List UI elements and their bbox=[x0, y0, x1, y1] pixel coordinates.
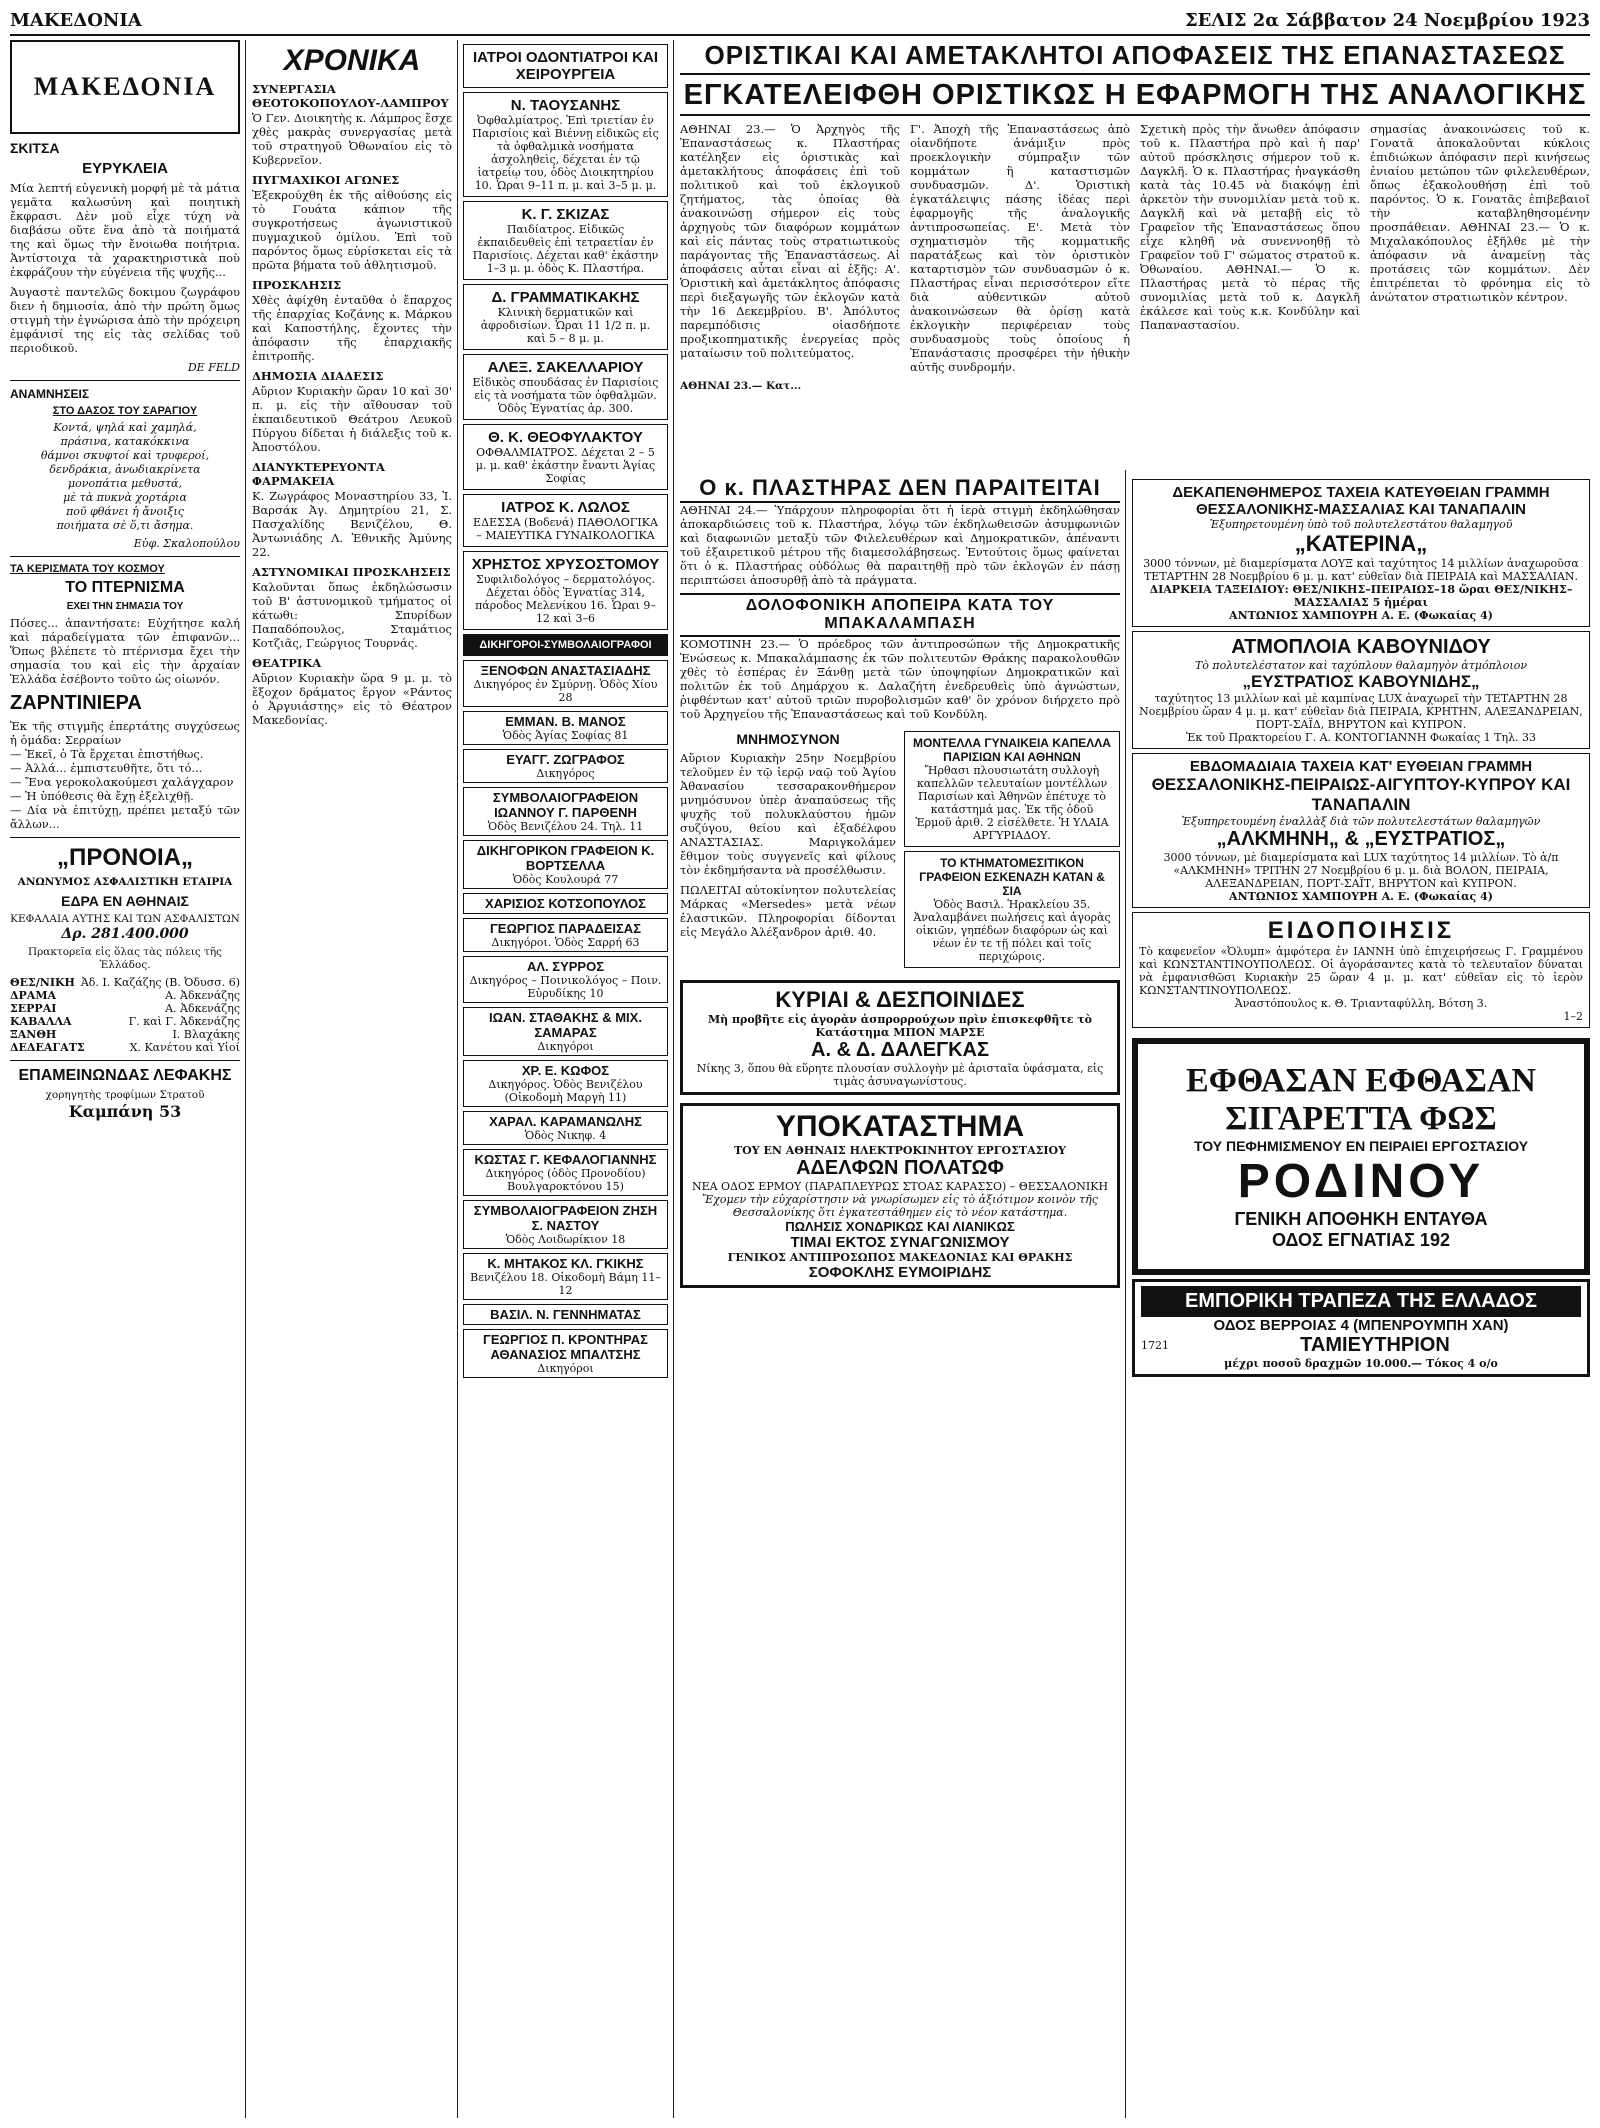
divider bbox=[10, 1060, 240, 1061]
lawyer-name: Κ. ΜΗΤΑΚΟΣ ΚΛ. ΓΚΙΚΗΣ bbox=[487, 1256, 644, 1271]
lawyer-details: Δικηγόρος ἐν Σμύρνῃ. Ὁδὸς Χίου 28 bbox=[473, 678, 658, 704]
doctors-title-box: ΙΑΤΡΟΙ ΟΔΟΝΤΙΑΤΡΟΙ ΚΑΙ ΧΕΙΡΟΥΡΓΕΙΑ bbox=[463, 44, 668, 88]
lawyer-details: Ὁδὸς Ἁγίας Σοφίας 81 bbox=[502, 729, 629, 742]
mnimosyno-block bbox=[680, 727, 896, 972]
lawyer-ad bbox=[463, 749, 668, 783]
poem-signature: Εὐφ. Σκαλοπούλου bbox=[133, 537, 240, 550]
small-ads-row bbox=[680, 727, 1120, 972]
article-title-eurykleia: ΕΥΡΥΚΛΕΙΑ bbox=[82, 160, 168, 177]
notice-ad bbox=[1132, 912, 1590, 1028]
steam-agent: Ἐκ τοῦ Πρακτορείου Γ. Α. ΚΟΝΤΟΓΙΑΝΝΗ Φωκαίας 1 Τηλ. 33 bbox=[1185, 731, 1537, 744]
article-text: Ἐκ τῆς στιγμῆς ἐπερτάτης συγχύσεως ἡ ὁμάδα: Σερραίων — Ἐκεῖ, ὁ Τὰ ἔρχεται ἐπιστήθως. — Ἀλλά... ἐμπιστευθῆτε, ὅτι τό... — Ἔνα γεροκολακούμεσι χαλάγχαρον — Ἡ ὑπόθεσις θὰ ἔχῃ ἐξελιχθῇ. — Δία νὰ ἐπιτύχῃ, πρέπει μεταξύ τῶν ἄλλων... bbox=[10, 719, 240, 831]
ad-pronoia-seat: ΕΔΡΑ ΕΝ ΑΘΗΝΑΙΣ bbox=[61, 893, 189, 909]
ad-lefakis-title: ΕΠΑΜΕΙΝΩΝΔΑΣ ΛΕΦΑΚΗΣ bbox=[18, 1067, 232, 1084]
section-title-zarntiniera: ΖΑΡΝΤΙΝΙΕΡΑ bbox=[10, 692, 142, 714]
doctor-name: ΑΛΕΞ. ΣΑΚΕΛΛΑΡΙΟΥ bbox=[487, 359, 644, 376]
lawyer-ad bbox=[463, 1200, 668, 1249]
doctor-name: Κ. Γ. ΣΚΙΖΑΣ bbox=[521, 206, 610, 223]
cig-maker: ΡΟΔΙΝΟΥ bbox=[1237, 1155, 1485, 1208]
lawyer-ad bbox=[463, 956, 668, 1003]
doctor-ad bbox=[463, 424, 668, 490]
section-title-anamniseis: ΑΝΑΜΝΗΣΕΙΣ bbox=[10, 387, 90, 401]
ad-pronoia-sub: ΑΝΩΝΥΜΟΣ ΑΣΦΑΛΙΣΤΙΚΗ ΕΤΑΙΡΙΑ bbox=[17, 876, 233, 888]
agent-row: ΔΡΑΜΑ Α. Ἀδκενάζης bbox=[10, 989, 240, 1002]
lawyer-details: Δικηγόρος – Ποινικολόγος – Ποιν. Εὐρυδίκης 10 bbox=[469, 974, 662, 1000]
ship-ad-kavounidou bbox=[1132, 631, 1590, 749]
estate-ad bbox=[904, 851, 1120, 968]
section-title-skitsa: ΣΚΙΤΣΑ bbox=[10, 140, 60, 156]
chronika-heading: ΔΙΑΝΥΚΤΕΡΕΥΟΝΤΑ ΦΑΡΜΑΚΕΙΑ bbox=[252, 460, 385, 488]
doctor-ad bbox=[463, 92, 668, 197]
ship-line-route: ΘΕΣΣΑΛΟΝΙΚΗΣ-ΜΑΣΣΑΛΙΑΣ ΚΑΙ ΤΑΝΑΠΑΛΙΝ bbox=[1196, 501, 1526, 518]
cig-factory: ΤΟΥ ΠΕΦΗΜΙΣΜΕΝΟΥ ΕΝ ΠΕΙΡΑΙΕΙ ΕΡΓΟΣΤΑΣΙΟΥ bbox=[1193, 1138, 1529, 1154]
branch-title: ΥΠΟΚΑΤΑΣΤΗΜΑ bbox=[775, 1110, 1025, 1143]
lawyer-ad bbox=[463, 1329, 668, 1378]
agent-row: ΣΕΡΡΑΙ Α. Ἀδκενάζης bbox=[10, 1002, 240, 1015]
cig-address: ΟΔΟΣ ΕΓΝΑΤΙΑΣ 192 bbox=[1272, 1230, 1450, 1250]
chronika-text: Καλοῦνται ὅπως ἐκδηλώσωσιν τοῦ Β' ἀστυνομικοῦ τμήματος οἱ κάτωθι: Σπυρίδων Παπαδόπουλος, Σταμάτιος Κοτζιᾶς, Γεώργιος Τουρνάς. bbox=[252, 580, 452, 650]
ship-name: „ΚΑΤΕΡΙΝΑ„ bbox=[1294, 531, 1428, 556]
lawyer-details: Δικηγόροι bbox=[537, 1362, 594, 1375]
lawyers-ads bbox=[463, 660, 668, 1378]
lawyer-details: Ὁδὸς Λοιδωρίκιον 18 bbox=[505, 1233, 626, 1246]
masthead bbox=[10, 6, 1590, 36]
fashion-ad bbox=[904, 731, 1120, 847]
column-rule bbox=[245, 40, 246, 2118]
line2-route: ΘΕΣΣΑΛΟΝΙΚΗΣ-ΠΕΙΡΑΙΩΣ-ΑΙΓΥΠΤΟΥ-ΚΥΠΡΟΥ ΚΑΙ ΤΑΝΑΠΑΛΙΝ bbox=[1151, 775, 1571, 814]
column-rule bbox=[673, 40, 674, 2118]
lawyer-ad bbox=[463, 1111, 668, 1145]
doctor-ad bbox=[463, 201, 668, 280]
lawyer-name: ΓΕΩΡΓΙΟΣ Π. ΚΡΟΝΤΗΡΑΣ ΑΘΑΝΑΣΙΟΣ ΜΠΑΛΤΣΗΣ bbox=[483, 1332, 648, 1362]
ladies-ad bbox=[680, 980, 1120, 1095]
agent-row: ΘΕΣ/ΝΙΚΗ Ἀδ. Ι. Καζάζης (Β. Ὀδυσσ. 6) bbox=[10, 976, 240, 989]
notice-title: ΕΙΔΟΠΟΙΗΣΙΣ bbox=[1267, 917, 1455, 944]
line2-agent: ΑΝΤΩΝΙΟΣ ΧΑΜΠΟΥΡΗ Α. Ε. (Φωκαίας 4) bbox=[1229, 890, 1493, 903]
lawyer-name: ΓΕΩΡΓΙΟΣ ΠΑΡΑΔΕΙΣΑΣ bbox=[489, 921, 642, 936]
ladies-title: ΚΥΡΙΑΙ & ΔΕΣΠΟΙΝΙΔΕΣ bbox=[775, 987, 1025, 1012]
branch-rep: ΓΕΝΙΚΟΣ ΑΝΤΙΠΡΟΣΩΠΟΣ ΜΑΚΕΔΟΝΙΑΣ ΚΑΙ ΘΡΑΚΗΣ bbox=[727, 1251, 1073, 1264]
lawyer-ad bbox=[463, 1007, 668, 1056]
line2-title: ΕΒΔΟΜΑΔΙΑΙΑ ΤΑΧΕΙΑ ΚΑΤ' ΕΥΘΕΙΑΝ ΓΡΑΜΜΗ bbox=[1189, 758, 1533, 775]
ad-pronoia-capital: ΚΕΦΑΛΑΙΑ ΑΥΤΗΣ ΚΑΙ ΤΩΝ ΑΣΦΑΛΙΣΤΩΝ bbox=[10, 913, 240, 925]
article-title-pternisma: ΤΟ ΠΤΕΡΝΙΣΜΑ bbox=[65, 579, 185, 596]
lawyer-details: Δικηγόροι. Ὁδὸς Σαρρή 63 bbox=[491, 936, 640, 949]
chronika-heading: ΘΕΑΤΡΙΚΑ bbox=[252, 656, 322, 670]
mnimosyno-text: Αὔριον Κυριακὴν 25ην Νοεμβρίου τελοῦμεν ἐν τῷ ἱερῷ ναῷ τοῦ Ἁγίου Ἀθανασίου τεσσαρακονθήμερον μνημόσυνον ὑπὲρ ἀναπαύσεως τῆς ψυχῆς τοῦ πολυκλαύστου ἡμῶν συζύγου, θείου καὶ ἐξαδέλφου ΑΝΑΣΤΑΣΙΑΣ. Μαριγκολάμεν ἔθιμον τοὺς συγγενεῖς καὶ φίλους τὸν ἐκδημήσαντα νὰ προσέλθωσιν. bbox=[680, 751, 896, 877]
lawyer-ad bbox=[463, 1304, 668, 1325]
divider bbox=[10, 380, 240, 381]
article-signature: DE FELD bbox=[187, 361, 240, 374]
article-text: Μία λεπτή εὐγενικὴ μορφή μὲ τὰ μάτια γεμᾶτα καλωσύνη καὶ ποιητικὴ ἔκφρασι. Δὲν μοῦ εἶχε τύχη νὰ διαβάσω οὔτε ἕνα ἀπὸ τὰ ποιήματά της καὶ ὅμως τὴν ἔνοιωθα ποιήτρια. Ἀντίστοιχα τὰ χαρακτηριστικὰ ποὺ ἐκφράζουν τὴν εὐγένεια τῆς ψυχῆς... bbox=[10, 181, 240, 279]
doctor-details: Παιδίατρος. Εἰδικῶς ἐκπαιδευθεὶς ἐπὶ τετραετίαν ἐν Παρισίοις. Δέχεται καθ' ἑκάστην 1–3 μ. μ. ὁδὸς Κ. Πλαστήρα. bbox=[472, 223, 659, 275]
article-text: Πόσες... ἀπαντήσατε: Εὐχήτησε καλή καὶ πάραδείγματα τῶν ἐπιφανῶν... Ὅπως βλέπετε τὸ πτέρνισμα ἔχει τὴν σημασία του καὶ εἰς τὴν ἀρχαίαν Ἑλλάδα ἐσέβοντο τοῦτο ὡς οἰωνόν. bbox=[10, 616, 240, 686]
article-text: ΑΘΗΝΑΙ 24.— Ὑπάρχουν πληροφορίαι ὅτι ἡ ἱερὰ στιγμὴ ἐκδηλώθησαν ἀποκαρδιώσεις τοῦ κ. Πλαστήρα, λόγῳ τῶν ἐκδηλωθεισῶν ἀσυμφωνιῶν καὶ διαφωνιῶν μεταξὺ τῶν Φιλελευθέρων καὶ Δημοκρατικῶν, ἀπέναντι τοῦ ἐξαιρετικοῦ μέτρου τῆς διαμεσολάβησεως. Ἐντούτοις ὅμως φαίνεται ὅτι ὁ κ. Πλαστήρας οὐδόλως θὰ παραιτηθῇ πρὸ τῶν ἐκλογῶν ἐν πάσῃ περιπτώσει ἀποσυρθῇ ἀπὸ τὰ πράγματα. bbox=[680, 503, 1120, 587]
ship-line-sub: Ἐξυπηρετουμένη ὑπὸ τοῦ πολυτελεστάτου θαλαμηγοῦ bbox=[1209, 518, 1513, 531]
fashion-text: Ἤρθασι πλουσιωτάτη συλλογὴ καπελλῶν τελευταίων μοντέλλων Παρισίων καὶ Ἀθηνῶν ἐπέτυχε τὸ κατάστημά μας. Ἐκ τῆς ὁδοῦ Ἑρμοῦ ἀριθ. 2 εἰσέλθετε. Ἡ ΥΛΑΙΑ ΑΡΓΥΡΙΑΔΟΥ. bbox=[915, 764, 1109, 842]
estate-text: Ὁδὸς Βασιλ. Ἡρακλείου 35. Ἀναλαμβάνει πωλήσεις καὶ ἀγορὰς οἰκιῶν, γηπέδων διαφόρων ὡς καὶ νέων ἐν τε τῇ πόλει καὶ τοῖς περιχώροις. bbox=[913, 898, 1111, 963]
article-subtitle: ΕΧΕΙ ΤΗΝ ΣΗΜΑΣΙΑ ΤΟΥ bbox=[66, 601, 184, 612]
lawyer-name: ΑΛ. ΣΥΡΡΟΣ bbox=[526, 959, 604, 974]
bank-ad bbox=[1132, 1279, 1590, 1377]
doctor-details: ΕΔΕΣΣΑ (Βοδενά) ΠΑΘΟΛΟΓΙΚΑ – ΜΑΙΕΥΤΙΚΑ ΓΥΝΑΙΚΟΛΟΓΙΚΑ bbox=[473, 516, 658, 542]
branch-sub: ΤΟΥ ΕΝ ΑΘΗΝΑΙΣ ΗΛΕΚΤΡΟΚΙΝΗΤΟΥ ΕΡΓΟΣΤΑΣΙΟΥ bbox=[734, 1144, 1066, 1157]
ship-ad-katerina bbox=[1132, 479, 1590, 627]
steam-text: ταχύτητος 13 μιλλίων καὶ μὲ καμπίνας LUX ἀναχωρεῖ τὴν ΤΕΤΑΡΤΗΝ 28 Νοεμβρίου ὥραν 4 μ. μ. κατ' εὐθεῖαν διὰ ΠΕΙΡΑΙΑ, ΚΡΗΤΗΝ, ΑΛΕΞΑΝΔΡΕΙΑΝ, ΠΟΡΤ-ΣΑΪΔ, ΒΗΡΥΤΟΝ καὶ ΚΥΠΡΟΝ. bbox=[1139, 692, 1583, 731]
chronika-text: Αὔριον Κυριακὴν ὥραν 10 καὶ 30' π. μ. εἰς τὴν αἴθουσαν τοῦ ἐκπαιδευτικοῦ Θεάτρου Λευκοῦ Πύργου δίδεται ἡ διάλεξις τοῦ κ. Ἀποστόλου. bbox=[252, 384, 452, 454]
right-ads-column bbox=[1132, 475, 1590, 2118]
lawyer-ad bbox=[463, 711, 668, 745]
lawyer-details: Δικηγόρος. Ὁδὸς Βενιζέλου (Οἰκοδομὴ Μαργὴ 11) bbox=[488, 1078, 643, 1104]
branch-address: ΝΕΑ ΟΔΟΣ ΕΡΜΟΥ (ΠΑΡΑΠΛΕΥΡΩΣ ΣΤΟΑΣ ΚΑΡΑΣΣΟ) – ΘΕΣΣΑΛΟΝΙΚΗ bbox=[691, 1180, 1109, 1193]
ladies-sub: Μὴ προβῆτε εἰς ἀγορὰν ἀσπρορρούχων πρὶν ἐπισκεφθῆτε τὸ Κατάστημα ΜΠΟΝ ΜΑΡΣΕ bbox=[707, 1013, 1093, 1039]
doctor-details: Εἰδικὸς σπουδάσας ἐν Παρισίοις εἰς τὰ νοσήματα τῶν ὀφθαλμῶν. Ὁδὸς Ἐγνατίας ἀρ. 300. bbox=[472, 376, 659, 415]
steam-title: ΑΤΜΟΠΛΟΙΑ ΚΑΒΟΥΝΙΔΟΥ bbox=[1231, 636, 1491, 658]
bank-text: μέχρι ποσοῦ δραχμῶν 10.000.— Τόκος 4 ο/ο bbox=[1224, 1357, 1498, 1370]
branch-name: ΑΔΕΛΦΩΝ ΠΟΛΑΤΩΦ bbox=[796, 1157, 1004, 1179]
story-tail: ΑΘΗΝΑΙ 23.— Κατ... bbox=[680, 380, 802, 392]
lawyer-ad bbox=[463, 1149, 668, 1196]
branch-ad bbox=[680, 1103, 1120, 1288]
doctors-ads bbox=[463, 92, 668, 630]
notice-number: 1–2 bbox=[1563, 1010, 1583, 1023]
lawyer-ad bbox=[463, 1060, 668, 1107]
column-rule bbox=[457, 40, 458, 2118]
article-text: ΚΟΜΟΤΙΝΗ 23.— Ὁ πρόεδρος τῶν ἀντιπροσώπων τῆς Δημοκρατικῆς Ἑνώσεως κ. Μπακαλάμπασης ἐκ τῶν πολιτευτῶν Θράκης παρακολουθῶν χθὲς τὸ ἑσπέρας ἐν Ξάνθῃ μετὰ τῶν ὑποψηφίων Δημοκρατικῶν καὶ πολιτῶν ἐκ τοῦ Δημάρχου κ. Δαλαζήτη ἐνεδρευθεὶς ὑπὸ ἀγνώστων, ῥιφθέντων κατ' αὐτοῦ τριῶν πυροβολισμῶν καθ' ὃν χρόνον διήρχετο πρὸ τοῦ Ἀρχηγείου τῆς Ἐπαναστάσεως καὶ τοῦ Κονδύλη. bbox=[680, 637, 1120, 721]
doctor-name: Θ. Κ. ΘΕΟΦΥΛΑΚΤΟΥ bbox=[488, 429, 643, 446]
chronika-text: Χθὲς ἀφίχθη ἐνταῦθα ὁ ἔπαρχος τῆς ἐπαρχίας Κοζάνης κ. Μάρκου καὶ Καποστήλης, ἔχοντες τὴν ἀπόφασιν τῆς ἐπαρχιακῆς ἐπιτροπῆς. bbox=[252, 293, 452, 363]
section-title-xronika: ΧΡΟΝΙΚΑ bbox=[283, 44, 421, 77]
chronika-text: Αὔριον Κυριακὴν ὥρα 9 μ. μ. τὸ ἔξοχον δράματος ἔργον «Ράντος ὁ Ἀργυιάστης» εἰς τὸ Θέατρον Μακεδονίας. bbox=[252, 671, 452, 727]
story-columns bbox=[680, 122, 1590, 380]
polites-text: ΠΩΛΕΙΤΑΙ αὐτοκίνητον πολυτελείας Μάρκας «Mersedes» μετὰ νέων ἐλαστικῶν. Πληροφορίαι δίδονται εἰς Μεγάλο Ἀλέξανδρον ἀριθ. 40. bbox=[680, 883, 896, 939]
ship-ad-alkmini bbox=[1132, 753, 1590, 908]
doctor-name: Δ. ΓΡΑΜΜΑΤΙΚΑΚΗΣ bbox=[491, 289, 640, 306]
headline-plastiras: Ο κ. ΠΛΑΣΤΗΡΑΣ ΔΕΝ ΠΑΡΑΙΤΕΙΤΑΙ bbox=[680, 475, 1120, 503]
ladies-name: Α. & Δ. ΔΑΛΕΓΚΑΣ bbox=[811, 1039, 989, 1061]
ladies-text: Νίκης 3, ὅπου θὰ εὕρητε πλουσίαν συλλογὴν μὲ ἀρισταῖα ὑφάσματα, εἰς τιμὰς ἀσυναγωνίστους. bbox=[696, 1062, 1104, 1088]
chronika-heading: ΠΥΓΜΑΧΙΚΟΙ ΑΓΩΝΕΣ bbox=[252, 173, 400, 187]
line2-text: 3000 τόννων, μὲ διαμερίσματα καὶ LUX ταχύτητος 14 μιλλίων. Τὸ ἀ/π «ΑΛΚΜΗΝΗ» ΤΡΙΤΗΝ 27 Νοεμβρίου 6 μ. μ. διὰ ΒΟΛΟΝ, ΠΕΙΡΑΙΑ, ΑΛΕΞΑΝΔΡΕΙΑΝ, ΠΟΡΤ-ΣΑΪΤ, ΒΗΡΥΤΟΝ καὶ ΚΥΠΡΟΝ. bbox=[1163, 851, 1559, 890]
lawyer-name: ΕΜΜΑΝ. Β. ΜΑΝΟΣ bbox=[505, 714, 626, 729]
branch-rep-name: ΣΟΦΟΚΛΗΣ ΕΥΜΟΙΡΙΔΗΣ bbox=[808, 1264, 992, 1281]
bank-address: ΟΔΟΣ ΒΕΡΡΟΙΑΣ 4 (ΜΠΕΝΡΟΥΜΠΗ ΧΑΝ) bbox=[1213, 1317, 1509, 1334]
lawyer-name: ΙΩΑΝ. ΣΤΑΘΑΚΗΣ & ΜΙΧ. ΣΑΜΑΡΑΣ bbox=[489, 1010, 642, 1040]
column-1 bbox=[10, 40, 240, 2118]
doctor-name: Ν. ΤΑΟΥΣΑΝΗΣ bbox=[510, 97, 621, 114]
lawyer-details: Ὁδὸς Κουλουρά 77 bbox=[512, 873, 619, 886]
headline-secondary: ΕΓΚΑΤΕΛΕΙΦΘΗ ΟΡΙΣΤΙΚΩΣ Η ΕΦΑΡΜΟΓΗ ΤΗΣ ΑΝΑΛΟΓΙΚΗΣ bbox=[680, 79, 1590, 116]
lawyer-ad bbox=[463, 840, 668, 889]
bank-savings: ΤΑΜΙΕΥΤΗΡΙΟΝ bbox=[1300, 1334, 1450, 1356]
fashion-block bbox=[904, 727, 1120, 972]
agents-list bbox=[10, 976, 240, 1054]
doctor-details: Κλινικὴ δερματικῶν καὶ ἀφροδισίων. Ὧραι 11 1/2 π. μ. καὶ 5 – 8 μ. μ. bbox=[480, 306, 651, 345]
headline-attempt: ΔΟΛΟΦΟΝΙΚΗ ΑΠΟΠΕΙΡΑ ΚΑΤΑ ΤΟΥ ΜΠΑΚΑΛΑΜΠΑΣΗ bbox=[680, 593, 1120, 637]
ship-agent: ΑΝΤΩΝΙΟΣ ΧΑΜΠΟΥΡΗ Α. Ε. (Φωκαίας 4) bbox=[1229, 609, 1493, 622]
chronika-heading: ΑΣΤΥΝΟΜΙΚΑΙ ΠΡΟΣΚΛΗΣΕΙΣ bbox=[252, 565, 451, 579]
lawyer-ad bbox=[463, 660, 668, 707]
story-column-text: Σχετικὴ πρὸς τὴν ἄνωθεν ἀπόφασιν τοῦ κ. Πλαστήρα πρὸ καὶ ἡ παρ' αὐτοῦ πρόσκλησις σήμερον τοῦ κ. Δαγκλῆ. Ὁ κ. Πλαστήρας ἠναγκάσθη κατὰ τὰς 10.45 νὰ διακόψῃ ἐπὶ ἀρκετὸν τὴν συνομιλίαν μετὰ τοῦ κ. Δαγκλῆ καὶ νὰ μεταβῇ εἰς τὸ Γραφεῖον τῆς Ἐπαναστάσεως ὅπου εἶχε κληθῆ νὰ συνεννοηθῇ τὸ Γραφεῖον τοῦ Γ' σώματος στρατοῦ κ. Ὀθωναίου. ΑΘΗΝΑΙ.— Ὁ κ. Πλαστήρας μετὰ τὸ πέρας τῆς συνομιλίας μετὰ τοῦ κ. Δαγκλῆ ἐκάλεσε καὶ τοὺς κ.κ. Κονδύλην καὶ Παπαναστασίου. bbox=[1140, 122, 1360, 332]
steam-ship: „ΕΥΣΤΡΑΤΙΟΣ ΚΑΒΟΥΝΙΔΗΣ„ bbox=[1242, 672, 1480, 691]
lawyer-name: ΞΕΝΟΦΩΝ ΑΝΑΣΤΑΣΙΑΔΗΣ bbox=[480, 663, 651, 678]
bank-year: 1721 bbox=[1141, 1339, 1169, 1352]
lawyer-name: ΔΙΚΗΓΟΡΙΚΟΝ ΓΡΑΦΕΙΟΝ Κ. ΒΟΡΤΣΕΛΛΑ bbox=[476, 843, 655, 873]
lawyer-name: ΧΑΡΑΛ. ΚΑΡΑΜΑΝΩΛΗΣ bbox=[489, 1114, 642, 1129]
ad-pronoia-agents-title: Πρακτορεῖα εἰς ὅλας τὰς πόλεις τῆς Ἑλλάδος. bbox=[27, 946, 223, 971]
cigarette-ad bbox=[1132, 1038, 1590, 1275]
doctor-ad bbox=[463, 284, 668, 350]
lawyer-ad bbox=[463, 787, 668, 836]
middle-news-column bbox=[680, 475, 1120, 2118]
doctor-name: ΧΡΗΣΤΟΣ ΧΡΥΣΟΣΤΟΜΟΥ bbox=[471, 556, 660, 573]
lawyer-details: Βενιζέλου 18. Οἰκοδομὴ Βάμη 11–12 bbox=[470, 1271, 661, 1297]
poem-title: ΣΤΟ ΔΑΣΟΣ ΤΟΥ ΣΑΡΑΓΙΟΥ bbox=[52, 405, 198, 417]
lawyer-details: Δικηγόρος (ὁδὸς Προνοδίου) Βουλγαροκτόνου 15) bbox=[485, 1167, 646, 1193]
lawyer-name: ΧΡ. Ε. ΚΩΦΟΣ bbox=[521, 1063, 610, 1078]
column-2 bbox=[252, 40, 452, 2118]
bank-title: ΕΜΠΟΡΙΚΗ ΤΡΑΠΕΖΑ ΤΗΣ ΕΛΛΑΔΟΣ bbox=[1141, 1286, 1581, 1317]
estate-title: ΤΟ ΚΤΗΜΑΤΟΜΕΣΙΤΙΚΟΝ ΓΡΑΦΕΙΟΝ ΕΣΚΕΝΑΖΗ ΚΑΤΑΝ & ΣΙΑ bbox=[919, 856, 1105, 898]
lawyer-name: ΒΑΣΙΛ. Ν. ΓΕΝΝΗΜΑΤΑΣ bbox=[490, 1307, 641, 1322]
article-text: Ἀυγαστὲ παντελῶς δοκιμου ζωγράφου διεν ἡ δημιοσία, ἀπὸ τὴν πρώτη ὅμως στιγμὴ τὴν ἐγνώρισα ἀπὸ τὴν πρόχειρη ἐμφάνισί της εἰς τὰς σελίδας τοῦ περιοδικοῦ. bbox=[10, 285, 240, 355]
main-story bbox=[680, 40, 1590, 470]
section-logo: ΜΑΚΕΔΟΝΙΑ bbox=[10, 40, 240, 134]
chronika-text: Ἐξεκρούχθη ἐκ τῆς αἰθούσης εἰς τὸ Γουάτα κάπιον τῆς συγκροτήσεως ἀγωνιστικοῦ πυγμαχικοῦ ὁμίλου. Ἐπὶ τοῦ παρόντος ὅμως εὑρίσκεται εἰς τὰ πρῶτα βήματα τοῦ ἀθλητισμοῦ. bbox=[252, 188, 452, 272]
story-column-text: σημασίας ἀνακοινώσεις τοῦ κ. Γονατᾶ ἀποκαλοῦνται κύκλοις ἐπιδιώκων ἀπόφασιν περὶ κινήσεως ἐνιαίου μετώπου τῶν φιλελευθέρων, ὅπως ἐξακολουθήσῃ ἐπὶ τοῦ παρόντος. Ὁ κ. Γονατᾶς ἐπιβεβαιοῖ τὴν καταβληθησομένην προσπάθειαν. ΑΘΗΝΑΙ 23.— Ὁ κ. Μιχαλακόπουλος ἐξῆλθε μὲ τὴν ἀπόφασιν νὰ ἀναμείνῃ τὰς προτάσεις τῶν κομμάτων. Δὲν ἐπιτρέπεται τὸ φρόνημα εἰς τὸ ἀνώτατον στρατιωτικὸν κέντρον. bbox=[1370, 122, 1590, 304]
doctor-name: ΙΑΤΡΟΣ Κ. ΛΩΛΟΣ bbox=[501, 499, 630, 516]
doctor-details: Ὀφθαλμίατρος. Ἐπὶ τριετίαν ἐν Παρισίοις καὶ Βιέννῃ εἰδικῶς εἰς τὰ ὀφθαλμικὰ νοσήματα ἀσχοληθεὶς, δέχεται ἐν τῷ ἰατρείῳ του, ὁδὸς Διοικητηρίου 10. Ὧραι 9–11 π. μ. καὶ 3–5 μ. μ. bbox=[472, 114, 659, 192]
ad-lefakis-address: Καμπάνη 53 bbox=[68, 1102, 182, 1121]
ad-pronoia-title: „ΠΡΟΝΟΙΑ„ bbox=[56, 844, 193, 871]
branch-prices: ΤΙΜΑΙ ΕΚΤΟΣ ΣΥΝΑΓΩΝΙΣΜΟΥ bbox=[790, 1234, 1010, 1251]
ad-pronoia-amount: Δρ. 281.400.000 bbox=[61, 926, 189, 942]
lawyer-name: ΚΩΣΤΑΣ Γ. ΚΕΦΑΛΟΓΙΑΝΝΗΣ bbox=[474, 1152, 657, 1167]
mnimosyno-title: ΜΝΗΜΟΣΥΝΟΝ bbox=[736, 731, 840, 747]
agent-row: ΞΑΝΘΗ Ι. Βλαχάκης bbox=[10, 1028, 240, 1041]
ship-line-title: ΔΕΚΑΠΕΝΘΗΜΕΡΟΣ ΤΑΧΕΙΑ ΚΑΤΕΥΘΕΙΑΝ ΓΡΑΜΜΗ bbox=[1172, 484, 1550, 501]
column-rule bbox=[1125, 470, 1126, 2118]
poem-text: Κοντά, ψηλά καὶ χαμηλά, πράσινα, κατακόκκινα θάμνοι σκυφτοί καὶ τρυφεροί, δενδράκια, ἀνωδιακρίνετα μονοπάτια μεθυστά, μὲ τὰ πυκνὰ χορτάρια ποῦ φθάνει ἡ ἄνοιξις ποιήματα σὲ ὅ,τι ἄσημα. bbox=[40, 421, 210, 532]
lawyer-name: ΧΑΡΙΣΙΟΣ ΚΟΤΣΟΠΟΥΛΟΣ bbox=[485, 896, 646, 911]
ship-text: 3000 τόννων, μὲ διαμερίσματα ΛΟΥΞ καὶ ταχύτητος 14 μιλλίων ἀναχωροῦσα ΤΕΤΑΡΤΗΝ 28 Νοεμβρίου 6 μ. μ. κατ' εὐθεῖαν διὰ ΠΕΙΡΑΙΑ καὶ ΜΑΣΣΑΛΙΑΝ. bbox=[1143, 557, 1579, 583]
bank-savings-row bbox=[1141, 1334, 1581, 1357]
lawyer-ad bbox=[463, 893, 668, 914]
section-title-kerismata: ΤΑ ΚΕΡΙΣΜΑΤΑ ΤΟΥ ΚΟΣΜΟΥ bbox=[10, 563, 165, 575]
notice-text: Τὸ καφενεῖον «Ὀλυμπ» ἀμφότερα ἐν ΙΑΝΝΗ ὑπὸ ἐπιχειρήσεως Γ. Γραμμένου καὶ ΚΩΝΣΤΑΝΤΙΝΟΥΠΟΛΕΩΣ. Οἱ ἀγοράσαντες κατὰ τὸ τελευταῖον δύναται νὰ ἐμφανισθῶσι Κυριακὴν 25 ὥραν 4 μ. μ. κατ' εὐθεῖαν εἰς τὸ ἱερὸν ΚΩΝΣΤΑΝΤΙΝΟΥΠΟΛΕΩΣ. bbox=[1139, 945, 1583, 997]
chronika-text: Ὁ Γεν. Διοικητὴς κ. Λάμπρος ἔσχε χθὲς μακρὰς συνεργασίας μετὰ τοῦ στρατηγοῦ Ὀθωναίου εἰς τὸ Κυβερνεῖον. bbox=[252, 111, 452, 167]
cig-arrived: ΕΦΘΑΣΑΝ ΕΦΘΑΣΑΝ bbox=[1186, 1062, 1536, 1099]
ship-duration: ΔΙΑΡΚΕΙΑ ΤΑΞΕΙΔΙΟΥ: ΘΕΣ/ΝΙΚΗΣ–ΠΕΙΡΑΙΩΣ–18 ὥραι ΘΕΣ/ΝΙΚΗΣ–ΜΑΣΣΑΛΙΑΣ 5 ἡμέραι bbox=[1149, 583, 1573, 609]
lawyers-title-box: ΔΙΚΗΓΟΡΟΙ-ΣΥΜΒΟΛΑΙΟΓΡΑΦΟΙ bbox=[463, 634, 668, 656]
branch-text: Ἔχομεν τὴν εὐχαρίστησιν νὰ γνωρίσωμεν εἰς τὸ ἀξιότιμον κοινὸν τῆς Θεσσαλονίκης ὅτι ἐγκατεστάθημεν εἰς τὸ νέον κατάστημα. bbox=[702, 1193, 1098, 1219]
lawyer-details: Δικηγόροι bbox=[537, 1040, 594, 1053]
lawyer-details: Ὁδὸς Βενιζέλου 24. Τηλ. 11 bbox=[487, 820, 644, 833]
agent-row: ΔΕΔΕΑΓΑΤΣ Χ. Κανέτου καὶ Υἱοί bbox=[10, 1041, 240, 1054]
doctor-details: Συφιλιδολόγος – δερματολόγος. Δέχεται ὁδὸς Ἐγνατίας 314, πάροδος Μελενίκου 16. Ὧραι 9–12 καὶ 3–6 bbox=[475, 573, 656, 625]
chronika-list bbox=[252, 82, 452, 727]
paper-name: ΜΑΚΕΔΟΝΙΑ bbox=[10, 9, 142, 31]
lawyer-details: Δικηγόρος bbox=[536, 767, 595, 780]
doctor-ad bbox=[463, 551, 668, 630]
steam-sub: Τὸ πολυτελέστατον καὶ ταχύπλουν θαλαμηγὸν ἀτμόπλοιον bbox=[1194, 659, 1528, 672]
lawyer-ad bbox=[463, 1253, 668, 1300]
chronika-text: Κ. Ζωγράφος Μοναστηρίου 33, Ἰ. Βαρσάκ Ἀγ. Δημητρίου 21, Σ. Πασχαλίδης Βενιζέλου, Θ. Ἀντωνιάδης Λ. Ἐθνικῆς Ἀμύνης 22. bbox=[252, 489, 452, 559]
chronika-heading: ΣΥΝΕΡΓΑΣΙΑ ΘΕΟΤΟΚΟΠΟΥΛΟΥ-ΛΑΜΠΡΟΥ bbox=[252, 82, 449, 110]
notice-sign: Ἀναστόπουλος κ. Θ. Τριανταφύλλη, Βότση 3. bbox=[1234, 997, 1488, 1010]
doctor-details: ΟΦΘΑΛΜΙΑΤΡΟΣ. Δέχεται 2 – 5 μ. μ. καθ' ἑκάστην ἔναντι Ἁγίας Σοφίας bbox=[475, 446, 656, 485]
doctor-ad bbox=[463, 354, 668, 420]
lawyer-name: ΣΥΜΒΟΛΑΙΟΓΡΑΦΕΙΟΝ ΖΗΣΗ Σ. ΝΑΣΤΟΥ bbox=[473, 1203, 658, 1233]
story-column-text: Γ'. Ἀποχὴ τῆς Ἐπαναστάσεως ἀπὸ οἱανδήποτε ἀνάμιξιν πρὸς προεκλογικὴν σύμπραξιν τῶν κομμάτων ἢ καταστισμῶν συνδυασμῶν. Δ'. Ὁριστικὴ ἐγκατάλειψις πάσης ἰδέας περὶ ἐφαρμογῆς τῆς ἀναλογικῆς ἀντιπροσωπείας. Ε'. Μετὰ τὸν σχηματισμὸν τῆς κομματικῆς παρατάξεως καὶ τὸν ὁριστικὸν καταρτισμὸν τῶν συνδυασμῶν ὁ κ. Πλαστήρας εἶναι περισσότερον εἴτε διὰ αὐθεντικῶν αὐτοῦ ἀνακοινώσεων θὰ ὁρίσῃ κατὰ ἐκλογικὴν περιφέρειαν τοὺς συνδυασμοὺς τοὺς ὁποίους ἡ Ἐπανάστασις προσφέρει τὴν ἠθικὴν αὐτῆς συνδρομήν. bbox=[910, 122, 1130, 374]
fashion-title: ΜΟΝΤΕΛΛΑ ΓΥΝΑΙΚΕΙΑ ΚΑΠΕΛΛΑ ΠΑΡΙΣΙΩΝ ΚΑΙ ΑΘΗΝΩΝ bbox=[913, 736, 1111, 764]
column-3 bbox=[463, 40, 668, 2118]
cig-depot: ΓΕΝΙΚΗ ΑΠΟΘΗΚΗ ΕΝΤΑΥΘΑ bbox=[1234, 1209, 1488, 1229]
branch-sales: ΠΩΛΗΣΙΣ ΧΟΝΔΡΙΚΩΣ ΚΑΙ ΛΙΑΝΙΚΩΣ bbox=[785, 1219, 1015, 1234]
chronika-heading: ΠΡΟΣΚΛΗΣΙΣ bbox=[252, 278, 342, 292]
lawyer-name: ΕΥΑΓΓ. ΖΩΓΡΑΦΟΣ bbox=[506, 752, 625, 767]
headline-primary: ΟΡΙΣΤΙΚΑΙ ΚΑΙ ΑΜΕΤΑΚΛΗΤΟΙ ΑΠΟΦΑΣΕΙΣ ΤΗΣ ΕΠΑΝΑΣΤΑΣΕΩΣ bbox=[680, 40, 1590, 75]
ad-lefakis-sub: χορηγητὴς τροφίμων Στρατοῦ bbox=[45, 1089, 205, 1101]
lawyer-name: ΣΥΜΒΟΛΑΙΟΓΡΑΦΕΙΟΝ ΙΩΑΝΝΟΥ Γ. ΠΑΡΘΕΝΗ bbox=[492, 790, 639, 820]
lawyer-ad bbox=[463, 918, 668, 952]
page-info: ΣΕΛΙΣ 2α Σάββατον 24 Νοεμβρίου 1923 bbox=[1184, 9, 1590, 31]
divider bbox=[10, 556, 240, 557]
line2-ships: „ΑΛΚΜΗΝΗ„ & „ΕΥΣΤΡΑΤΙΟΣ„ bbox=[1216, 828, 1506, 850]
cig-brand: ΣΙΓΑΡΕΤΤΑ ΦΩΣ bbox=[1225, 1100, 1497, 1137]
story-column-text: ΑΘΗΝΑΙ 23.— Ὁ Ἀρχηγὸς τῆς Ἐπαναστάσεως κ. Πλαστήρας κατέληξεν εἰς ὁριστικὰς καὶ ἀμετακλήτους ἀποφάσεις ἐπὶ τοῦ πολιτικοῦ καὶ τοῦ ἐκλογικοῦ ζητήματος, τὰς ὁποίας θὰ ἀνακοινώσῃ σήμερον εἰς τοὺς ἀρχηγοὺς τῶν διαφόρων κομμάτων καὶ εἰς πάντας τοὺς στρατιωτικοὺς παράγοντας τῆς Ἐπαναστάσεως. Αἱ ἀποφάσεις αὗται εἶναι αἱ ἑξῆς: Α'. Ὁριστικὴ καὶ ἀμετάκλητος ἀπόφασις περὶ διεξαγωγῆς τῶν ἐκλογῶν κατὰ τὴν 16 Δεκεμβρίου. Β'. Ἀπόλυτος παρεμπόδισις οἱασδήποτε προξικοπηματικῆς ἐνεργείας πρὸς ματαίωσιν τοῦ πολιτεύματος. bbox=[680, 122, 900, 360]
line2-sub: Ἐξυπηρετουμένη ἐναλλὰξ διὰ τῶν πολυτελεστάτων θαλαμηγῶν bbox=[1181, 815, 1541, 828]
agent-row: ΚΑΒΑΛΛΑ Γ. καὶ Γ. Ἀδκενάζης bbox=[10, 1015, 240, 1028]
divider bbox=[10, 837, 240, 838]
lawyer-details: Ὁδὸς Νικηφ. 4 bbox=[524, 1129, 607, 1142]
doctor-ad bbox=[463, 494, 668, 547]
chronika-heading: ΔΗΜΟΣΙΑ ΔΙΑΔΕΣΙΣ bbox=[252, 369, 384, 383]
